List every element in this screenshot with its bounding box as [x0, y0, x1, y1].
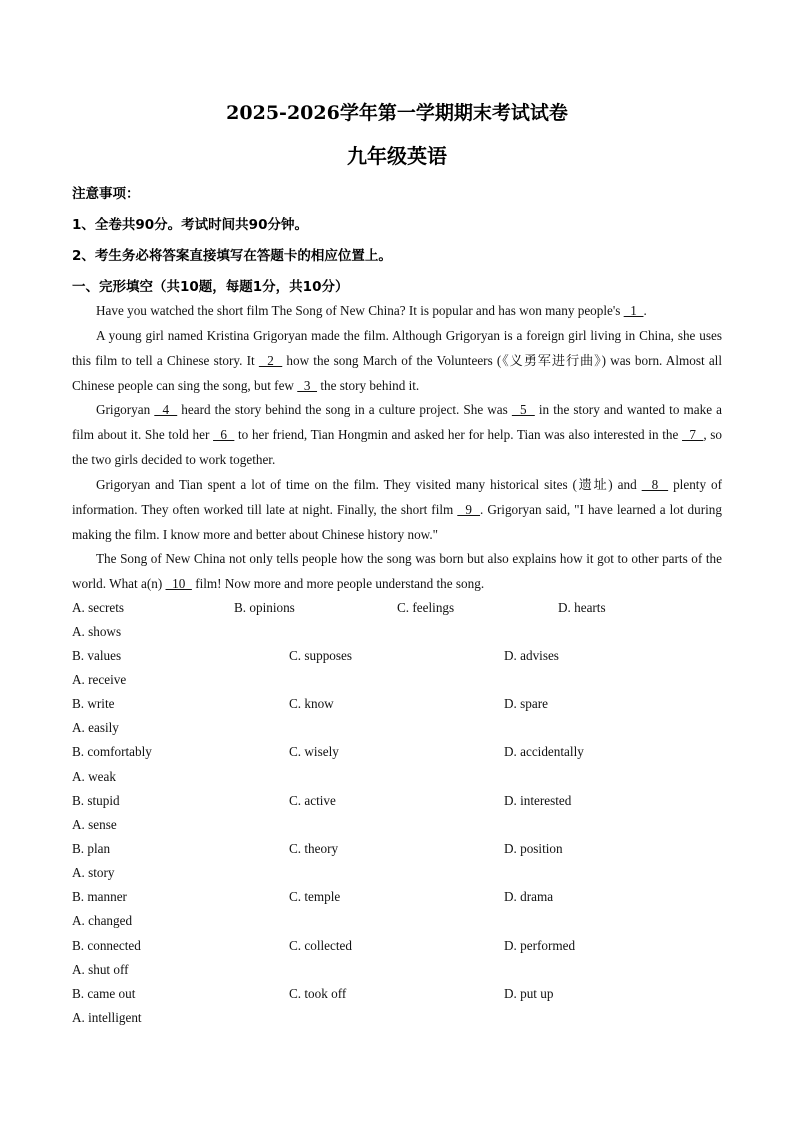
option-item: D. put up	[504, 986, 554, 1001]
exam-subtitle: 九年级英语	[347, 144, 447, 168]
option-item: B. connected	[72, 938, 141, 953]
option-item: A. secrets	[72, 600, 124, 615]
option-item: A. changed	[72, 913, 133, 928]
blank-5: 5	[511, 402, 535, 417]
option-item: B. values	[72, 648, 122, 663]
blank-1: 1	[623, 303, 644, 318]
option-item: B. plan	[72, 841, 111, 856]
option-item: A. sense	[72, 817, 117, 832]
option-item: C. active	[289, 793, 336, 808]
option-item: A. easily	[72, 720, 119, 735]
blank-7: 7	[682, 426, 704, 442]
option-item: D. drama	[504, 889, 554, 904]
option-item: D. accidentally	[504, 744, 584, 759]
passage-paragraph-2: A young girl named Kristina Grigoryan made the film. Although Grigoryan is a foreign girl living in China, she uses this film to tell a Chinese story. It 2 how the song March of the Volunteers (《义勇军进行曲》) was born. Almost all Chinese people can sing the song, but few 3 the story behind it.	[72, 328, 723, 393]
blank-9: 9	[457, 501, 481, 517]
option-item: C. theory	[289, 841, 339, 856]
option-item: B. manner	[72, 889, 127, 904]
option-item: C. wisely	[289, 744, 339, 759]
option-item: A. receive	[72, 672, 127, 687]
option-item: A. intelligent	[72, 1010, 142, 1025]
passage-paragraph-1: Have you watched the short film The Song of New China? It is popular and has won many people's 1 .	[96, 303, 647, 318]
blank-8: 8	[641, 477, 669, 492]
blank-4: 4	[154, 402, 178, 417]
option-item: D. hearts	[558, 600, 606, 615]
exam-title: 2025-2026学年第一学期期末考试试卷	[226, 102, 568, 124]
blank-2: 2	[258, 352, 283, 368]
passage-paragraph-4: Grigoryan and Tian spent a lot of time on the film. They visited many historical sites (遗址) and 8 plenty of information. They often worked till late at night. Finally, the short film 9 . Grigoryan said, "I have learned a lot during making the film. I know more and better about Chinese history now."	[72, 477, 722, 542]
option-item: B. comfortably	[72, 744, 152, 759]
option-item: B. came out	[72, 986, 136, 1001]
blank-3: 3	[297, 377, 318, 393]
option-item: C. took off	[289, 986, 347, 1001]
passage-paragraph-5: The Song of New China not only tells people how the song was born but also explains how it got to other parts of the world. What a(n) 10 film! Now more and more people understand the song.	[72, 551, 722, 591]
section-heading: 一、完形填空（共10题，每题1分，共10分）	[72, 279, 349, 295]
notice-item-2: 2、考生务必将答案直接填写在答题卡的相应位置上。	[72, 248, 392, 264]
option-item: B. stupid	[72, 793, 120, 808]
option-item: A. shows	[72, 624, 122, 639]
option-item: C. supposes	[289, 648, 353, 663]
option-item: B. opinions	[234, 600, 295, 615]
option-item: D. position	[504, 841, 563, 856]
option-item: A. weak	[72, 769, 116, 784]
blank-10: 10	[165, 575, 192, 591]
option-item: C. collected	[289, 938, 352, 953]
blank-6: 6	[213, 426, 235, 442]
option-item: C. know	[289, 696, 334, 711]
option-item: A. story	[72, 865, 115, 880]
option-item: D. advises	[504, 648, 559, 663]
option-item: C. temple	[289, 889, 341, 904]
option-item: D. interested	[504, 793, 572, 808]
option-item: D. performed	[504, 938, 576, 953]
option-item: A. shut off	[72, 962, 129, 977]
notice-item-1: 1、全卷共90分。考试时间共90分钟。	[72, 217, 308, 233]
notice-heading: 注意事项：	[72, 186, 140, 202]
option-item: D. spare	[504, 696, 548, 711]
passage-paragraph-3: Grigoryan 4 heard the story behind the song in a culture project. She was 5 in the story and wanted to make a film about it. She told her 6 to her friend, Tian Hongmin and asked her for help. Tian was also interested in the 7 , so the two girls decided to work together.	[72, 402, 723, 467]
option-item: C. feelings	[397, 600, 455, 615]
option-item: B. write	[72, 696, 115, 711]
